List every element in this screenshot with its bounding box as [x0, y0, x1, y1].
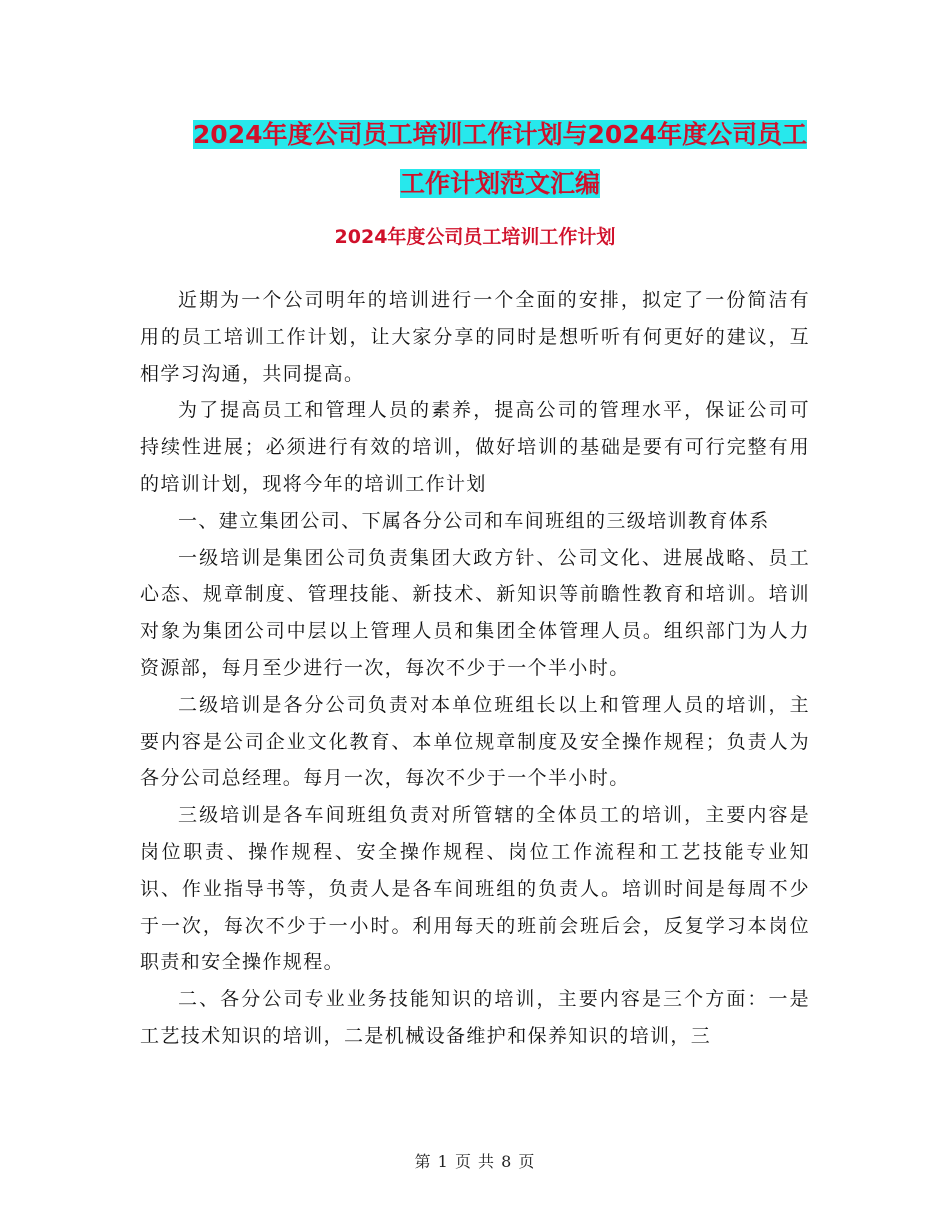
paragraph: 二级培训是各分公司负责对本单位班组长以上和管理人员的培训，主要内容是公司企业文化教育、本单位规章制度及安全操作规程；负责人为各分公司总经理。每月一次，每次不少于一个半小时。 — [140, 693, 810, 790]
document-title-line-2: 工作计划范文汇编 — [399, 169, 600, 198]
paragraph: 一级培训是集团公司负责集团大政方针、公司文化、进展战略、员工心态、规章制度、管理技能、新技术、新知识等前瞻性教育和培训。培训对象为集团公司中层以上管理人员和集团全体管理人员。组织部门为人力资源部，每月至少进行一次，每次不少于一个半小时。 — [140, 546, 810, 679]
page-number-footer: 第 1 页 共 8 页 — [414, 1152, 536, 1171]
paragraph: 一、建立集团公司、下属各分公司和车间班组的三级培训教育体系 — [178, 509, 770, 532]
paragraph: 二、各分公司专业业务技能知识的培训，主要内容是三个方面：一是工艺技术知识的培训，二是机械设备维护和保养知识的培训，三 — [140, 988, 810, 1047]
section-title: 2024年度公司员工培训工作计划 — [334, 226, 616, 248]
document-body — [140, 282, 810, 1055]
paragraph: 近期为一个公司明年的培训进行一个全面的安排，拟定了一份简洁有用的员工培训工作计划，让大家分享的同时是想听听有何更好的建议，互相学习沟通，共同提高。 — [140, 289, 810, 385]
document-title-line-1: 2024年度公司员工培训工作计划与2024年度公司员工 — [192, 120, 808, 149]
document-title — [140, 110, 860, 208]
paragraph: 三级培训是各车间班组负责对所管辖的全体员工的培训，主要内容是岗位职责、操作规程、安全操作规程、岗位工作流程和工艺技能专业知识、作业指导书等，负责人是各车间班组的负责人。培训时间是每周不少于一次，每次不少于一小时。利用每天的班前会班后会，反复学习本岗位职责和安全操作规程。 — [140, 804, 810, 974]
paragraph: 为了提高员工和管理人员的素养，提高公司的管理水平，保证公司可持续性进展；必须进行有效的培训，做好培训的基础是要有可行完整有用的培训计划，现将今年的培训工作计划 — [140, 399, 810, 495]
